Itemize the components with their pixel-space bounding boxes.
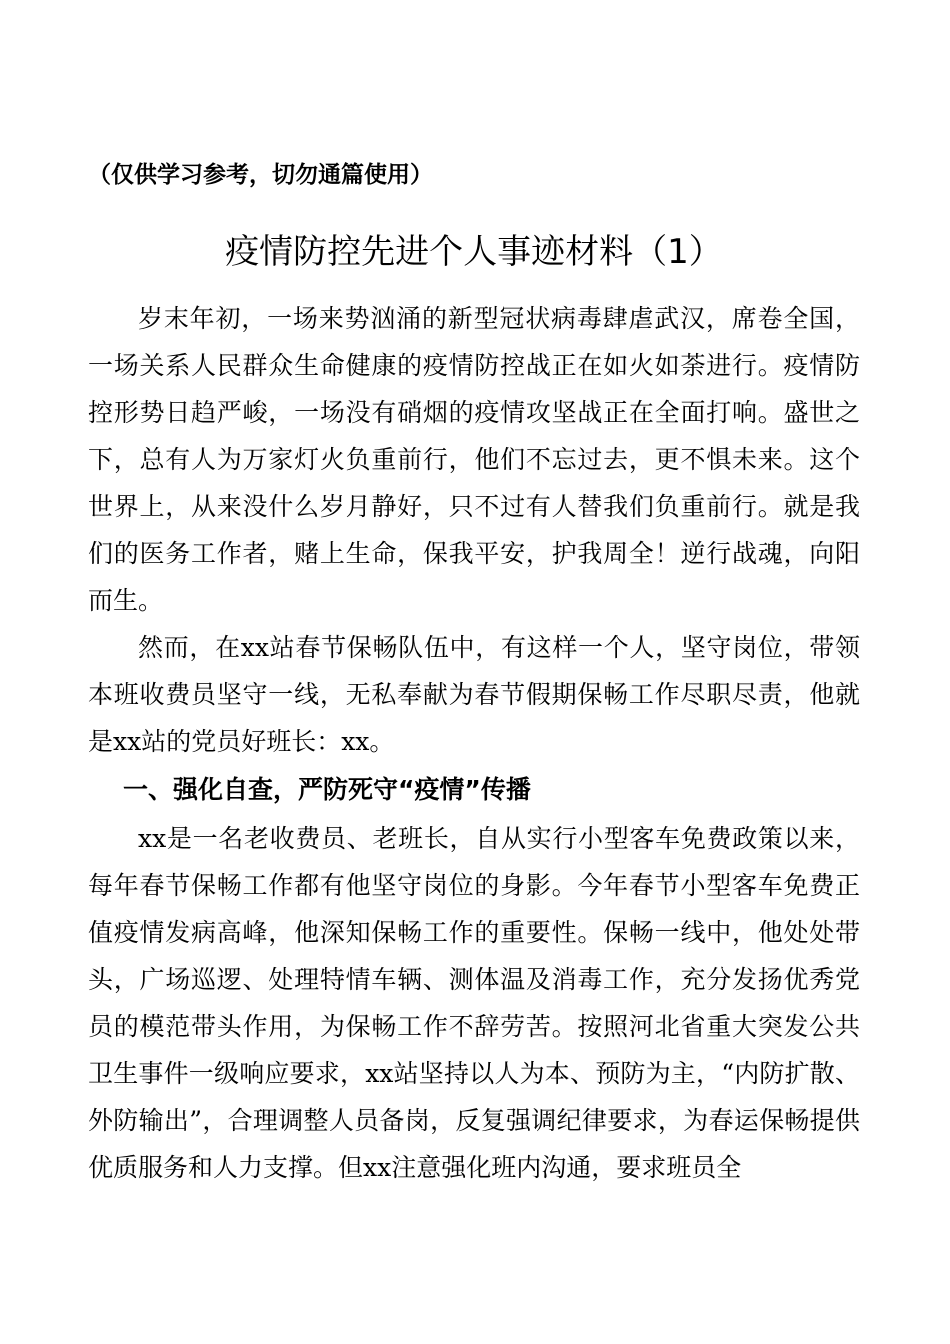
section-paragraph: xx是一名老收费员、老班长，自从实行小型客车免费政策以来，每年春节保畅工作都有他坚守岗位的身影。今年春节小型客车免费正值疫情发病高峰，他深知保畅工作的重要性。保畅一线中，他处处带头，广场巡逻、处理特情车辆、测体温及消毒工作，充分发扬优秀党员的模范带头作用，为保畅工作不辞劳苦。按照河北省重大突发公共卫生事件一级响应要求，xx站坚持以人为本、预防为主，“内防扩散、外防输出”，合理调整人员备岗，反复强调纪律要求，为春运保畅提供优质服务和人力支撑。但xx注意强化班内沟通，要求班员全 xyxy=(88,824,860,1182)
usage-note: （仅供学习参考，切勿通篇使用） xyxy=(88,162,433,188)
intro-paragraph: 岁末年初，一场来势汹涌的新型冠状病毒肆虐武汉，席卷全国，一场关系人民群众生命健康的疫情防控战正在如火如荼进行。疫情防控形势日趋严峻，一场没有硝烟的疫情攻坚战正在全面打响。盛世之下，总有人为万家灯火负重前行，他们不忘过去，更不惧未来。这个世界上，从来没什么岁月静好，只不过有人替我们负重前行。就是我们的医务工作者，赌上生命，保我平安，护我周全！逆行战魂，向阳而生。 xyxy=(88,304,860,615)
subject-paragraph: 然而，在xx站春节保畅队伍中，有这样一个人，坚守岗位，带领本班收费员坚守一线，无私奉献为春节假期保畅工作尽职尽责，他就是xx站的党员好班长：xx。 xyxy=(88,633,860,756)
document-body xyxy=(88,295,860,1191)
document-title: 疫情防控先进个人事迹材料（1） xyxy=(225,232,723,272)
section-heading: 一、强化自查，严防死守“疫情”传播 xyxy=(123,775,531,804)
